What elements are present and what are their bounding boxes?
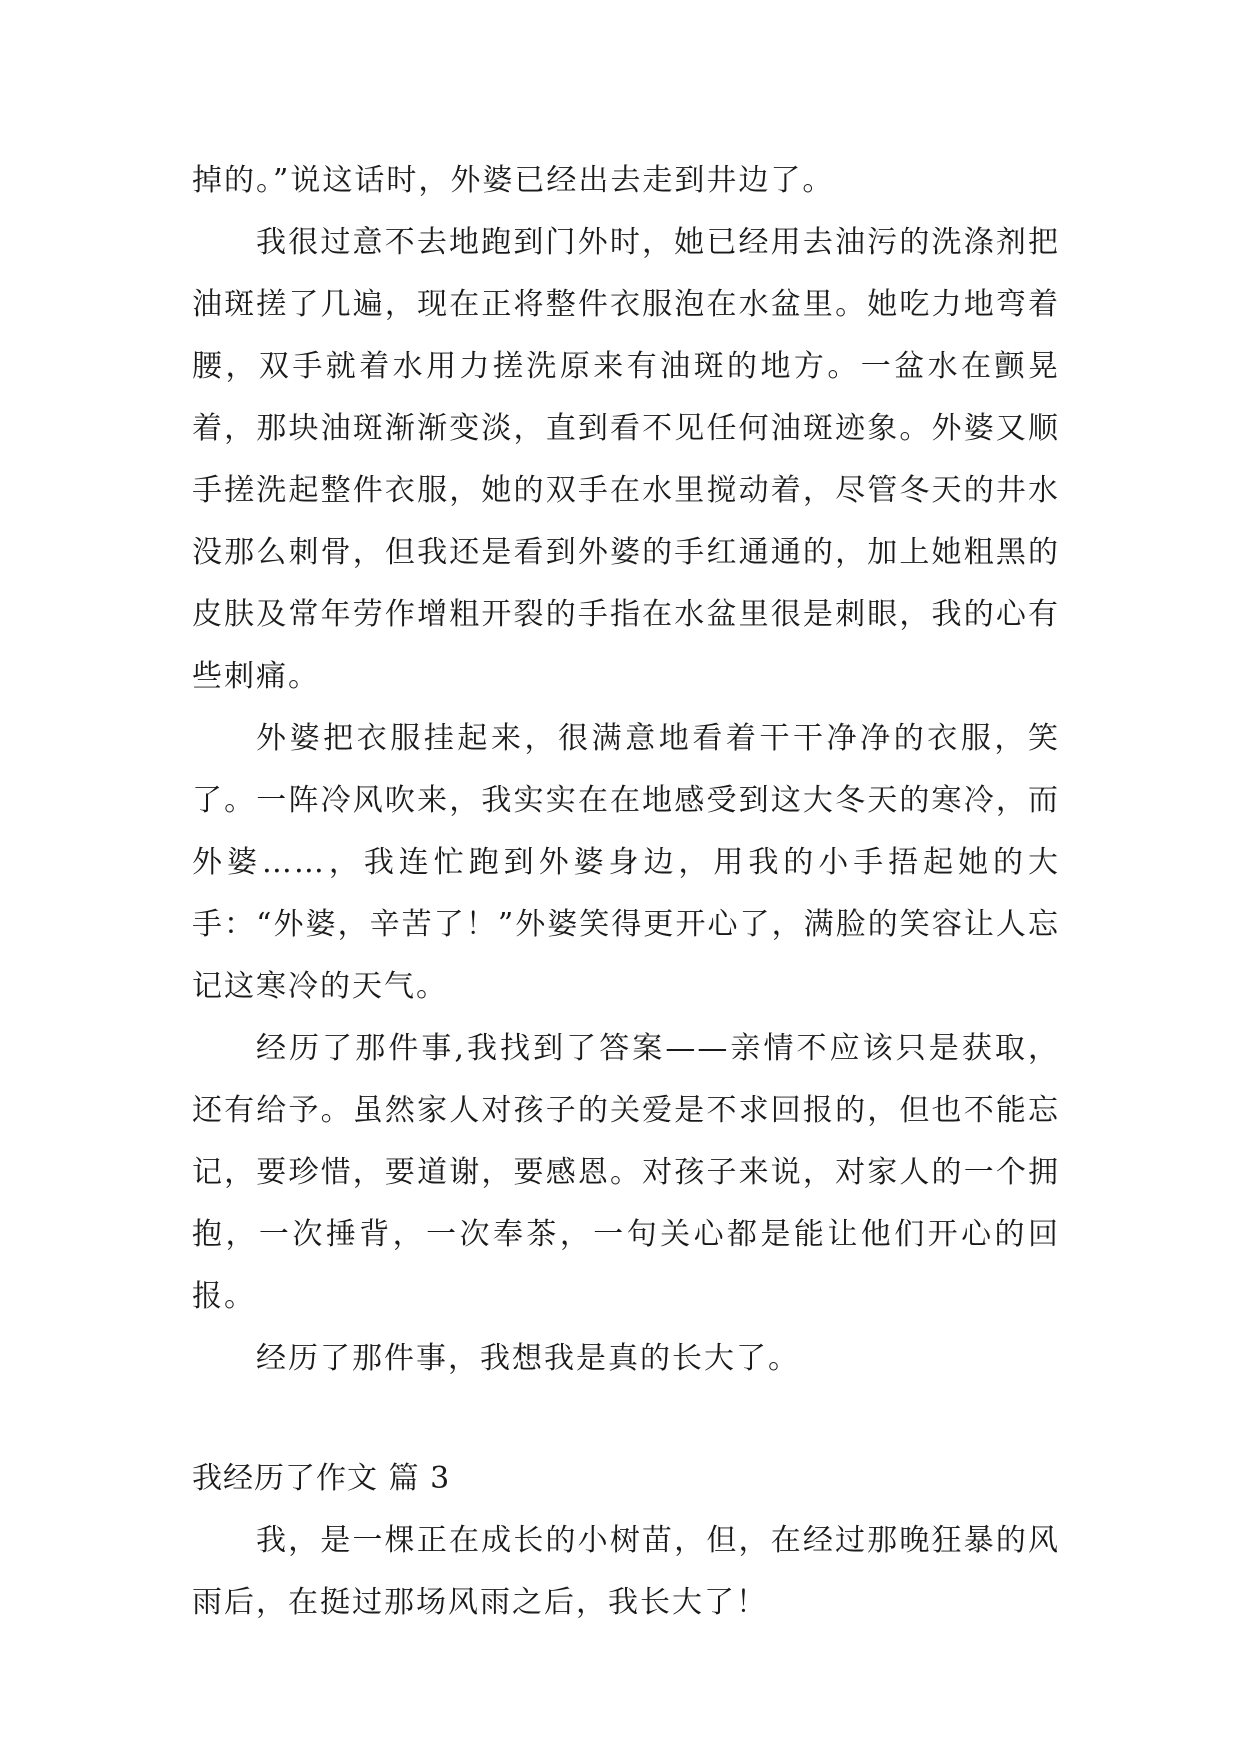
paragraph-3: 外婆把衣服挂起来，很满意地看着干干净净的衣服，笑了。一阵冷风吹来，我实实在在地感受到这大冬天的寒冷，而外婆……，我连忙跑到外婆身边，用我的小手捂起她的大手：“外婆，辛苦了！”外婆笑得更开心了，满脸的笑容让人忘记这寒冷的天气。 [192, 721, 1060, 1004]
document-body [192, 150, 1060, 1634]
paragraph-4: 经历了那件事,我找到了答案——亲情不应该只是获取，还有给予。虽然家人对孩子的关爱是不求回报的，但也不能忘记，要珍惜，要道谢，要感恩。对孩子来说，对家人的一个拥抱，一次捶背，一次奉茶，一句关心都是能让他们开心的回报。 [192, 1031, 1060, 1314]
paragraph-2: 我很过意不去地跑到门外时，她已经用去油污的洗涤剂把油斑搓了几遍，现在正将整件衣服泡在水盆里。她吃力地弯着腰，双手就着水用力搓洗原来有油斑的地方。一盆水在颤晃着，那块油斑渐渐变淡，直到看不见任何油斑迹象。外婆又顺手搓洗起整件衣服，她的双手在水里搅动着，尽管冬天的井水没那么刺骨，但我还是看到外婆的手红通通的，加上她粗黑的皮肤及常年劳作增粗开裂的手指在水盆里很是刺眼，我的心有些刺痛。 [192, 225, 1060, 694]
section-paragraph-1: 我，是一棵正在成长的小树苗，但，在经过那晚狂暴的风雨后，在挺过那场风雨之后，我长大了！ [192, 1523, 1060, 1620]
section-title: 我经历了作文 篇 3 [192, 1461, 451, 1496]
paragraph-1: 掉的。”说这话时，外婆已经出去走到井边了。 [192, 163, 835, 198]
paragraph-5: 经历了那件事，我想我是真的长大了。 [256, 1341, 800, 1376]
